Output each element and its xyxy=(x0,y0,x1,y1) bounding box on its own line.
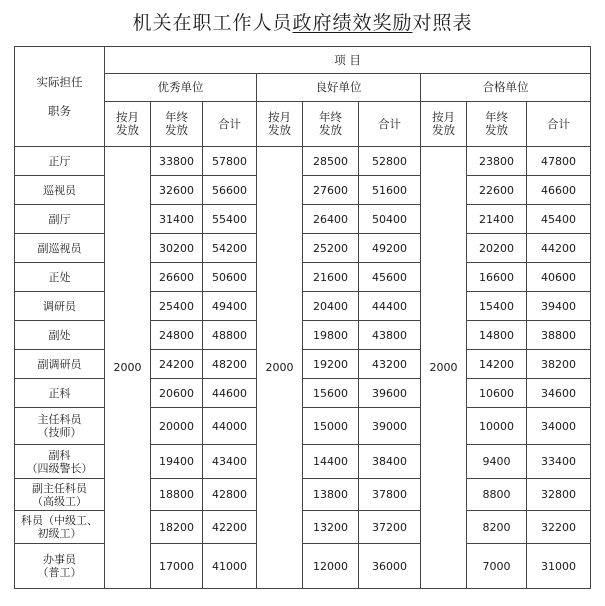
yearend-value-cell: 13200 xyxy=(303,511,359,544)
position-cell xyxy=(15,263,105,292)
total-value-cell: 42800 xyxy=(203,479,257,511)
total-value-cell: 41000 xyxy=(203,544,257,589)
title-underlined: 政府绩效奖励 xyxy=(292,12,413,34)
total-header: 合计 xyxy=(203,102,257,147)
yearend-value-cell: 24200 xyxy=(151,350,203,379)
total-value-cell: 34000 xyxy=(527,408,591,445)
position-cell-line: 主任科员 xyxy=(37,413,82,426)
position-cell xyxy=(15,292,105,321)
total-value-cell: 32200 xyxy=(527,511,591,544)
total-value-cell: 49400 xyxy=(203,292,257,321)
position-cell xyxy=(15,408,105,445)
yearend-value-cell: 32600 xyxy=(151,176,203,205)
total-value-cell: 45600 xyxy=(359,263,421,292)
yearend-value-cell: 25200 xyxy=(303,234,359,263)
monthly-header xyxy=(105,102,151,147)
monthly-header-line2: 发放 xyxy=(432,123,455,137)
total-value-cell: 39000 xyxy=(359,408,421,445)
total-value-cell: 38800 xyxy=(527,321,591,350)
position-cell-line: 副主任科员 xyxy=(32,481,87,495)
yearend-value-cell: 19800 xyxy=(303,321,359,350)
position-cell-line: （普工） xyxy=(37,566,82,579)
total-value-cell: 50600 xyxy=(203,263,257,292)
table-row xyxy=(15,445,591,479)
position-cell-line: 副调研员 xyxy=(37,357,82,371)
position-cell-line: 正科 xyxy=(48,386,71,400)
yearend-header-line2: 发放 xyxy=(319,123,342,137)
yearend-value-cell: 21400 xyxy=(467,205,527,234)
yearend-header-line1: 年终 xyxy=(319,110,342,124)
position-cell xyxy=(15,176,105,205)
yearend-value-cell: 18800 xyxy=(151,479,203,511)
yearend-value-cell: 28500 xyxy=(303,147,359,176)
title-pre: 机关在职工作人员 xyxy=(132,12,293,34)
total-value-cell: 48800 xyxy=(203,321,257,350)
yearend-value-cell: 24800 xyxy=(151,321,203,350)
position-header-line2: 职务 xyxy=(48,103,71,118)
yearend-header-line1: 年终 xyxy=(165,110,188,124)
yearend-value-cell: 26400 xyxy=(303,205,359,234)
total-value-cell: 50400 xyxy=(359,205,421,234)
table-row xyxy=(15,511,591,544)
yearend-value-cell: 17000 xyxy=(151,544,203,589)
monthly-header-line1: 按月 xyxy=(432,110,455,124)
position-cell xyxy=(15,479,105,511)
yearend-value-cell: 14200 xyxy=(467,350,527,379)
position-cell xyxy=(15,544,105,589)
position-cell xyxy=(15,350,105,379)
position-cell-line: （高级工） xyxy=(32,494,87,508)
yearend-value-cell: 22600 xyxy=(467,176,527,205)
table-row xyxy=(15,292,591,321)
total-value-cell: 31000 xyxy=(527,544,591,589)
total-value-cell: 37200 xyxy=(359,511,421,544)
position-cell-line: 副厅 xyxy=(48,212,71,226)
yearend-value-cell: 15000 xyxy=(303,408,359,445)
yearend-value-cell: 26600 xyxy=(151,263,203,292)
page-title xyxy=(0,8,605,35)
total-value-cell: 43200 xyxy=(359,350,421,379)
total-value-cell: 52800 xyxy=(359,147,421,176)
table-row xyxy=(15,544,591,589)
table-row xyxy=(15,350,591,379)
total-value-cell: 40600 xyxy=(527,263,591,292)
total-value-cell: 39600 xyxy=(359,379,421,408)
total-value-cell: 45400 xyxy=(527,205,591,234)
yearend-value-cell: 23800 xyxy=(467,147,527,176)
position-cell-line: 副巡视员 xyxy=(37,241,82,255)
yearend-value-cell: 30200 xyxy=(151,234,203,263)
total-value-cell: 47800 xyxy=(527,147,591,176)
yearend-value-cell: 14400 xyxy=(303,445,359,479)
total-value-cell: 43400 xyxy=(203,445,257,479)
position-cell-line: 调研员 xyxy=(43,299,76,313)
position-cell-line: 巡视员 xyxy=(43,183,76,197)
table-row xyxy=(15,408,591,445)
total-value-cell: 56600 xyxy=(203,176,257,205)
table-row xyxy=(15,263,591,292)
position-cell xyxy=(15,147,105,176)
position-header-line1: 实际担任 xyxy=(36,74,83,89)
monthly-header xyxy=(421,102,467,147)
position-cell xyxy=(15,234,105,263)
position-header xyxy=(15,47,105,147)
yearend-header-line1: 年终 xyxy=(485,110,508,124)
yearend-value-cell: 8800 xyxy=(467,479,527,511)
table-row xyxy=(15,147,591,176)
table-row xyxy=(15,205,591,234)
monthly-amount-cell: 2000 xyxy=(105,147,151,589)
total-value-cell: 39400 xyxy=(527,292,591,321)
position-cell-line: （四级警长） xyxy=(26,461,93,475)
yearend-value-cell: 15400 xyxy=(467,292,527,321)
yearend-header xyxy=(467,102,527,147)
yearend-header-line2: 发放 xyxy=(165,123,188,137)
total-value-cell: 44200 xyxy=(527,234,591,263)
total-value-cell: 32800 xyxy=(527,479,591,511)
yearend-value-cell: 20600 xyxy=(151,379,203,408)
position-cell-line: （技师） xyxy=(37,426,82,439)
monthly-header-line1: 按月 xyxy=(116,110,139,124)
total-value-cell: 42200 xyxy=(203,511,257,544)
group-header-excellent: 优秀单位 xyxy=(105,74,257,102)
position-cell xyxy=(15,205,105,234)
total-value-cell: 44000 xyxy=(203,408,257,445)
table-row xyxy=(15,234,591,263)
yearend-value-cell: 18200 xyxy=(151,511,203,544)
table-row xyxy=(15,321,591,350)
yearend-value-cell: 20200 xyxy=(467,234,527,263)
yearend-value-cell: 20400 xyxy=(303,292,359,321)
yearend-value-cell: 12000 xyxy=(303,544,359,589)
total-value-cell: 38200 xyxy=(527,350,591,379)
yearend-header xyxy=(151,102,203,147)
project-header: 项 目 xyxy=(105,47,591,74)
total-value-cell: 34600 xyxy=(527,379,591,408)
position-cell-line: 初级工） xyxy=(37,527,82,540)
total-value-cell: 48200 xyxy=(203,350,257,379)
group-header-good: 良好单位 xyxy=(257,74,421,102)
total-value-cell: 51600 xyxy=(359,176,421,205)
yearend-value-cell: 19200 xyxy=(303,350,359,379)
total-value-cell: 44600 xyxy=(203,379,257,408)
position-cell xyxy=(15,379,105,408)
position-cell-line: 科员（中级工、 xyxy=(21,514,98,527)
table-row xyxy=(15,176,591,205)
total-value-cell: 46600 xyxy=(527,176,591,205)
yearend-value-cell: 27600 xyxy=(303,176,359,205)
monthly-amount-cell: 2000 xyxy=(421,147,467,589)
yearend-header xyxy=(303,102,359,147)
position-cell-line: 正处 xyxy=(48,270,71,284)
yearend-header-line2: 发放 xyxy=(485,123,508,137)
table-row xyxy=(15,479,591,511)
position-cell-line: 办事员 xyxy=(43,553,76,566)
yearend-value-cell: 10600 xyxy=(467,379,527,408)
yearend-value-cell: 31400 xyxy=(151,205,203,234)
total-value-cell: 57800 xyxy=(203,147,257,176)
bonus-table xyxy=(14,46,591,589)
total-value-cell: 54200 xyxy=(203,234,257,263)
total-value-cell: 43800 xyxy=(359,321,421,350)
position-cell-line: 副科 xyxy=(48,448,71,462)
position-cell xyxy=(15,511,105,544)
position-cell xyxy=(15,445,105,479)
total-value-cell: 49200 xyxy=(359,234,421,263)
total-value-cell: 36000 xyxy=(359,544,421,589)
monthly-header xyxy=(257,102,303,147)
total-value-cell: 44400 xyxy=(359,292,421,321)
total-value-cell: 33400 xyxy=(527,445,591,479)
yearend-value-cell: 14800 xyxy=(467,321,527,350)
monthly-header-line2: 发放 xyxy=(116,123,139,137)
total-value-cell: 55400 xyxy=(203,205,257,234)
total-value-cell: 38400 xyxy=(359,445,421,479)
monthly-header-line2: 发放 xyxy=(268,123,291,137)
yearend-value-cell: 19400 xyxy=(151,445,203,479)
total-header: 合计 xyxy=(527,102,591,147)
total-value-cell: 37800 xyxy=(359,479,421,511)
yearend-value-cell: 9400 xyxy=(467,445,527,479)
total-header: 合计 xyxy=(359,102,421,147)
yearend-value-cell: 16600 xyxy=(467,263,527,292)
monthly-amount-cell: 2000 xyxy=(257,147,303,589)
yearend-value-cell: 25400 xyxy=(151,292,203,321)
yearend-value-cell: 21600 xyxy=(303,263,359,292)
table-row xyxy=(15,379,591,408)
yearend-value-cell: 15600 xyxy=(303,379,359,408)
yearend-value-cell: 13800 xyxy=(303,479,359,511)
yearend-value-cell: 33800 xyxy=(151,147,203,176)
title-post: 对照表 xyxy=(412,12,473,34)
yearend-value-cell: 8200 xyxy=(467,511,527,544)
position-cell-line: 正厅 xyxy=(48,154,71,168)
position-cell xyxy=(15,321,105,350)
yearend-value-cell: 7000 xyxy=(467,544,527,589)
position-cell-line: 副处 xyxy=(48,328,71,342)
group-header-qualified: 合格单位 xyxy=(421,74,591,102)
yearend-value-cell: 10000 xyxy=(467,408,527,445)
monthly-header-line1: 按月 xyxy=(268,110,291,124)
yearend-value-cell: 20000 xyxy=(151,408,203,445)
